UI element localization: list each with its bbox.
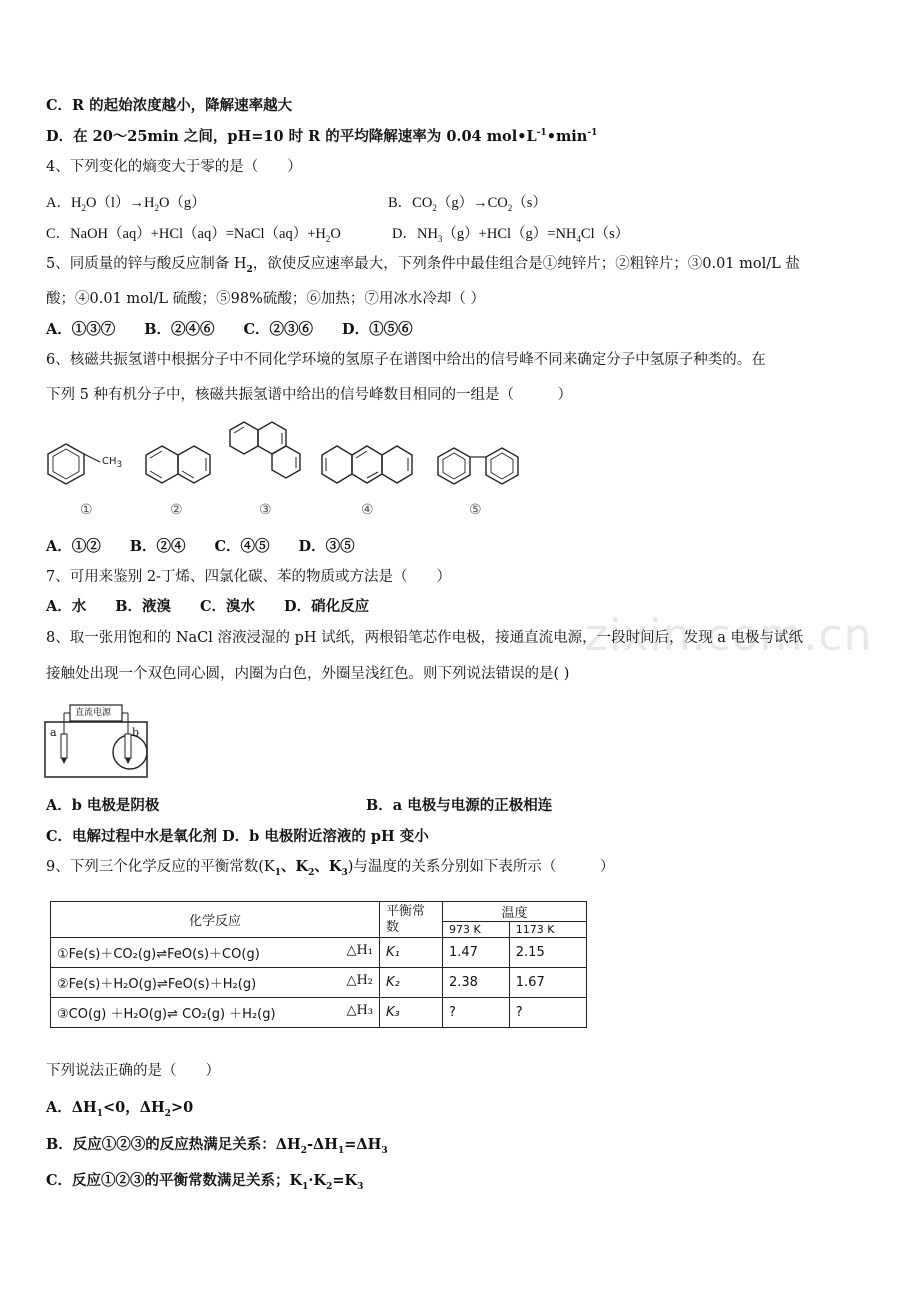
reaction-cell: ③CO(g) ＋H₂O(g)⇌ CO₂(g) ＋H₂(g) △H₃ — [51, 998, 380, 1028]
q9-option-a: A．$\Delta H_1<0$，$\Delta H_2>0$ — [46, 1099, 194, 1119]
value-973k: 2.38 — [443, 968, 510, 998]
q4-option-d: D．$NH_3(g)+HCl(g)=NH_4Cl(s)$ — [392, 226, 630, 244]
molecule-label-3: ③ — [259, 502, 272, 518]
q9-sub-stem: 下列说法正确的是（ ） — [46, 1063, 220, 1079]
q4-option-b: B．$CO_2(g)\to CO_2(s)$ — [388, 195, 547, 213]
methyl-label: $CH_3$ — [102, 456, 123, 470]
q4-option-a: A．$H_2O(l)\to H_2O(g)$ — [46, 195, 206, 213]
q8-stem-line1: 8、取一张用饱和的 NaCl 溶液浸湿的 pH 试纸，两根铅笔芯作电极，接通直流电源，一段时间后，发现 a 电极与试纸 — [46, 630, 804, 646]
header-k: 平衡常数 — [380, 902, 443, 938]
watermark: zixin.com.cn — [585, 610, 873, 661]
q6-stem-line2: 下列 5 种有机分子中，核磁共振氢谱中给出的信号峰数目相同的一组是（ ） — [46, 387, 572, 403]
electrode-a-label: a — [50, 726, 57, 739]
q9-option-b: B．反应①②③的反应热满足关系：$\Delta H_2-\Delta H_1=\Delta H_3$ — [46, 1136, 388, 1156]
header-973k: 973 K — [443, 922, 510, 938]
phenanthrene-structure — [228, 420, 308, 488]
value-1173k: ? — [509, 998, 586, 1028]
table-row — [51, 968, 587, 998]
table-row — [51, 938, 587, 968]
q7-options: A．水 B．液溴 C．溴水 D．硝化反应 — [46, 598, 370, 615]
reaction-cell: ①Fe(s)＋CO₂(g)⇌FeO(s)＋CO(g) △H₁ — [51, 938, 380, 968]
q4-option-c: C．$NaOH(aq)+HCl(aq)=NaCl(aq)+H_2O$ — [46, 226, 341, 244]
q5-options: A．①③⑦ B．②④⑥ C．②③⑥ D．①⑤⑥ — [46, 321, 413, 338]
molecule-label-4: ④ — [361, 502, 374, 518]
reaction-cell: ②Fe(s)＋H₂O(g)⇌FeO(s)＋H₂(g) △H₂ — [51, 968, 380, 998]
q8-stem-line2: 接触处出现一个双色同心圆，内圈为白色，外圈呈浅红色。则下列说法错误的是( ) — [46, 666, 570, 682]
k-cell: K₂ — [380, 968, 443, 998]
toluene-structure — [46, 440, 136, 486]
q8-option-a: A．b 电极是阴极 — [46, 797, 160, 814]
header-1173k: 1173 K — [509, 922, 586, 938]
naphthalene-structure — [144, 444, 214, 486]
electrode-b-label: b — [132, 726, 140, 739]
k-cell: K₁ — [380, 938, 443, 968]
value-1173k: 2.15 — [509, 938, 586, 968]
q5-stem-line1: 5、同质量的锌与酸反应制备 $H_2$，欲使反应速率最大，下列条件中最佳组合是①纯锌片；②粗锌片；③0.01 mol/L 盐 — [46, 256, 800, 275]
table-row — [51, 998, 587, 1028]
header-temperature: 温度 — [443, 902, 587, 922]
value-973k: 1.47 — [443, 938, 510, 968]
value-973k: ? — [443, 998, 510, 1028]
q9-option-c: C．反应①②③的平衡常数满足关系；$K_1\cdot K_2=K_3$ — [46, 1172, 364, 1192]
power-supply-label: 直流电源 — [75, 708, 112, 718]
equilibrium-table — [50, 901, 587, 1028]
k-cell: K₃ — [380, 998, 443, 1028]
q4-stem: 4、下列变化的熵变大于零的是（ ） — [46, 159, 302, 175]
q5-stem-line2: 酸；④0.01 mol/L 硫酸；⑤98%硫酸；⑥加热；⑦用冰水冷却（ ） — [46, 291, 485, 307]
q8-option-cd: C．电解过程中水是氧化剂 D．b 电极附近溶液的 pH 变小 — [46, 828, 429, 845]
option-d-line: D．在 20～25min 之间，pH=10 时 R 的平均降解速率为 0.04 $mol•L^{-1}•\min^{-1}$ — [46, 128, 598, 145]
q6-stem-line1: 6、核磁共振氢谱中根据分子中不同化学环境的氢原子在谱图中给出的信号峰不同来确定分子中氢原子种类的。在 — [46, 352, 766, 368]
biphenyl-structure — [436, 446, 524, 486]
q6-options: A．①② B．②④ C．④⑤ D．③⑤ — [46, 538, 355, 555]
molecule-label-1: ① — [80, 502, 93, 518]
value-1173k: 1.67 — [509, 968, 586, 998]
electrolysis-figure — [42, 700, 150, 780]
option-c-line: C．R 的起始浓度越小，降解速率越大 — [46, 97, 293, 114]
molecule-label-2: ② — [170, 502, 183, 518]
q7-stem: 7、可用来鉴别 2-丁烯、四氯化碳、苯的物质或方法是（ ） — [46, 569, 451, 585]
header-reaction: 化学反应 — [51, 902, 380, 938]
q8-option-b: B．a 电极与电源的正极相连 — [366, 797, 553, 814]
anthracene-structure — [320, 444, 420, 486]
q9-stem: 9、下列三个化学反应的平衡常数($K_1$、$K_2$、$K_3$)与温度的关系分别如下表所示（ ） — [46, 858, 615, 878]
molecule-label-5: ⑤ — [469, 502, 482, 518]
